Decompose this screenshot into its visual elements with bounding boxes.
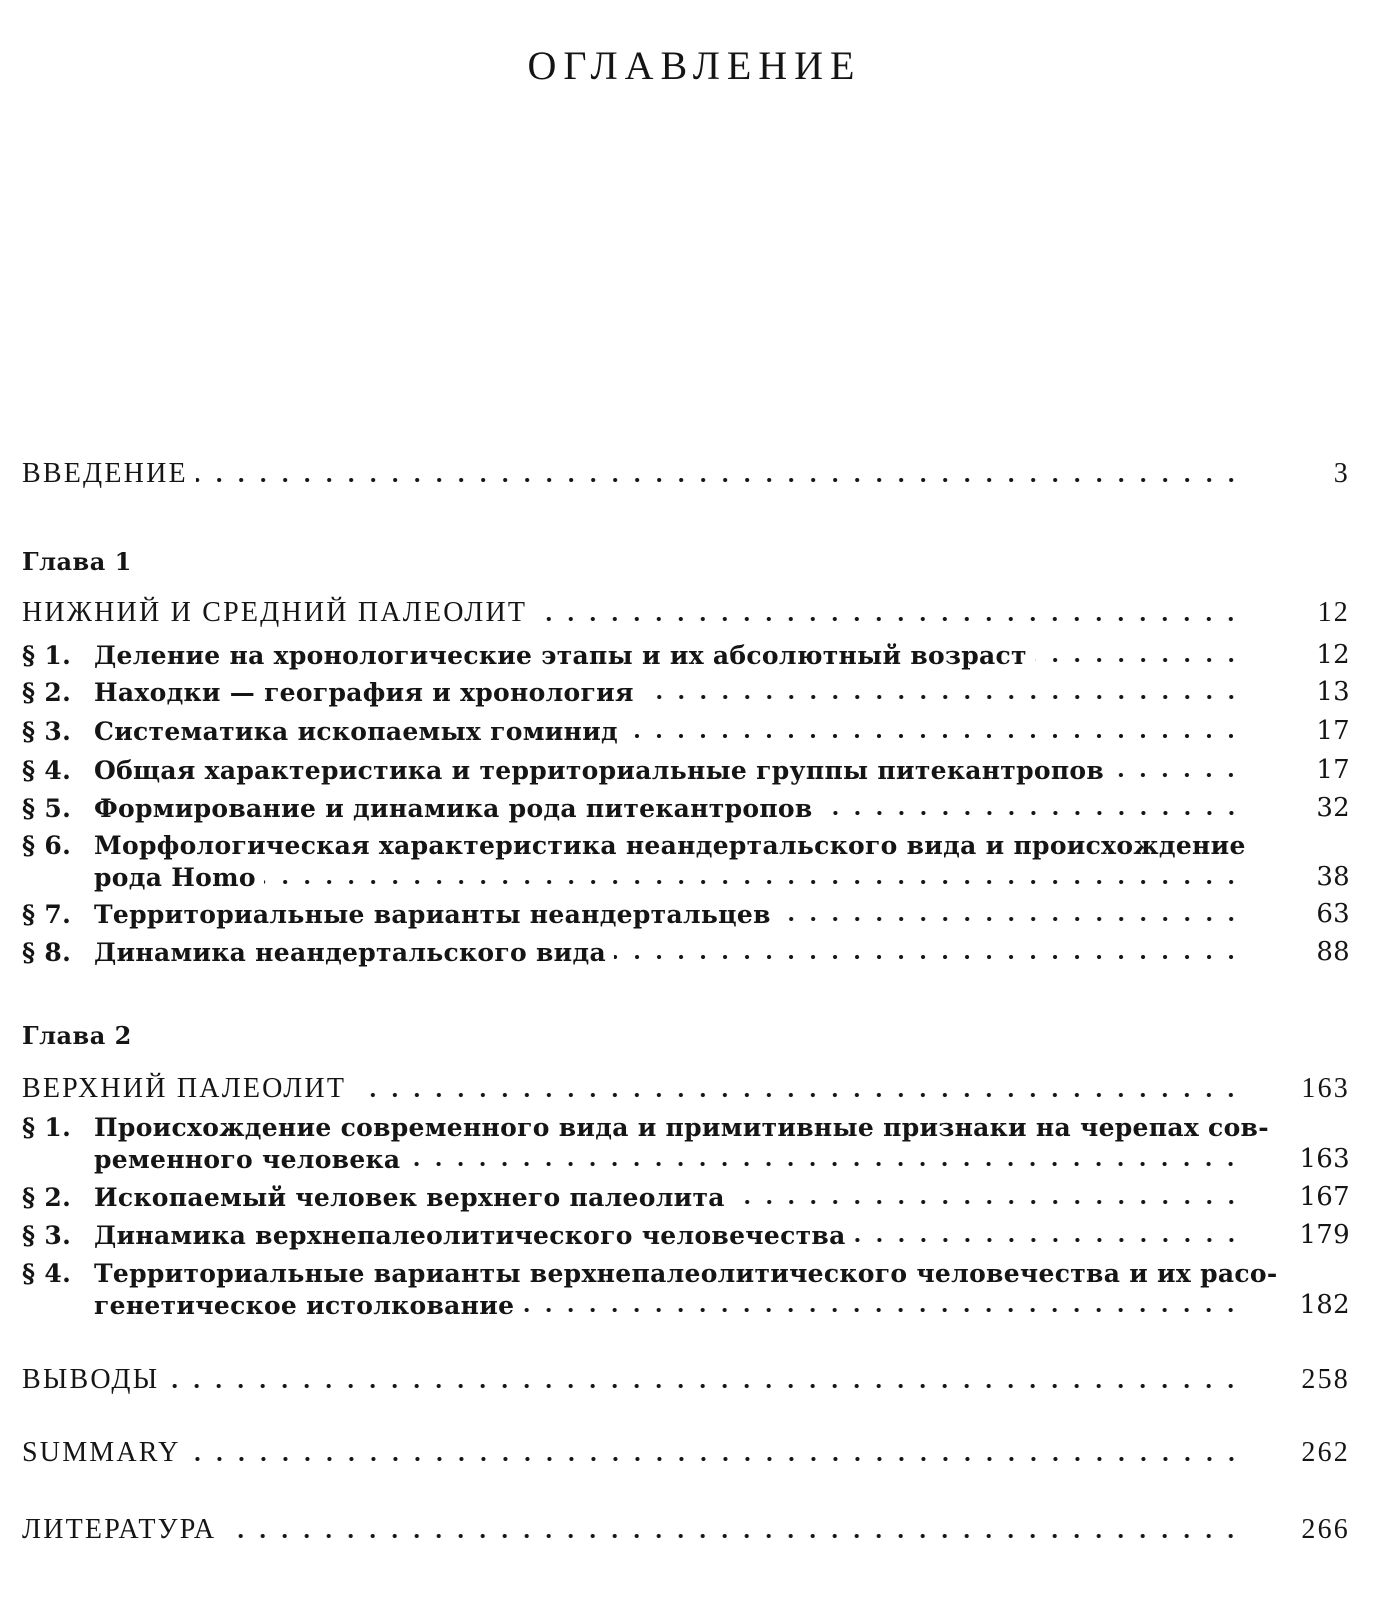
section-title: Находки — география и хронология <box>94 678 634 707</box>
page-number: 12 <box>1317 597 1350 628</box>
dot-leader <box>779 916 1242 922</box>
dot-leader <box>626 733 1242 739</box>
section-title: Деление на хронологические этапы и их абсолютный возраст <box>94 641 1027 670</box>
section-number: § 2. <box>22 1183 72 1212</box>
page-number: 163 <box>1299 1144 1350 1174</box>
page-number: 266 <box>1301 1514 1350 1545</box>
section-number: § 3. <box>22 717 72 746</box>
section-number: § 4. <box>22 1259 72 1288</box>
page-number: 88 <box>1316 937 1350 967</box>
page-title: ОГЛАВЛЕНИЕ <box>527 43 862 88</box>
section-title: Систематика ископаемых гоминид <box>94 717 619 746</box>
dot-leader <box>1112 772 1242 778</box>
section-title: Ископаемый человек верхнего палеолита <box>94 1183 725 1212</box>
section-number: § 4. <box>22 756 72 785</box>
section-title: Динамика верхнепалеолитического человечества <box>94 1221 846 1250</box>
page-number: 17 <box>1316 716 1350 746</box>
section-number: § 5. <box>22 794 72 823</box>
dot-leader <box>733 1199 1242 1205</box>
dot-leader <box>614 954 1242 960</box>
toc-entry-summary[interactable] <box>22 1437 1350 1469</box>
section-title: Территориальные варианты верхнепалеолитического человечества и их расо- <box>94 1259 1278 1288</box>
page-number: 63 <box>1316 899 1350 929</box>
entry-title: НИЖНИЙ И СРЕДНИЙ ПАЛЕОЛИТ <box>22 597 528 628</box>
dot-leader <box>196 477 1242 483</box>
page-number: 179 <box>1299 1220 1350 1250</box>
section-number: § 7. <box>22 900 72 929</box>
toc-section[interactable] <box>22 1220 1350 1250</box>
dot-leader <box>408 1161 1242 1167</box>
section-number: § 2. <box>22 678 72 707</box>
toc-section[interactable] <box>22 793 1350 823</box>
page-number: 3 <box>1333 458 1350 489</box>
section-number: § 6. <box>22 831 72 860</box>
section-title: Морфологическая характеристика неандертальского вида и происхождение <box>94 831 1246 860</box>
toc-section[interactable] <box>22 640 1350 670</box>
section-title: Динамика неандертальского вида <box>94 938 606 967</box>
toc-entry-intro[interactable] <box>22 458 1350 490</box>
page-number: 182 <box>1299 1290 1350 1320</box>
dot-leader <box>642 694 1242 700</box>
toc-section[interactable] <box>22 937 1350 967</box>
toc-entry-conclusions[interactable] <box>22 1364 1350 1396</box>
toc-section[interactable] <box>22 1182 1350 1212</box>
dot-leader <box>854 1237 1242 1243</box>
section-title: Происхождение современного вида и примитивные признаки на черепах сов- <box>94 1113 1269 1142</box>
dot-leader <box>167 1383 1242 1389</box>
section-number: § 8. <box>22 938 72 967</box>
dot-leader <box>522 1307 1242 1313</box>
section-title-continued: ременного человека <box>94 1145 401 1174</box>
chapter-heading[interactable] <box>22 1073 1350 1105</box>
page-number: 13 <box>1316 677 1350 707</box>
toc-section[interactable] <box>22 755 1350 785</box>
entry-title: ВЕРХНИЙ ПАЛЕОЛИТ <box>22 1073 347 1104</box>
section-title: Общая характеристика и территориальные группы питекантропов <box>94 756 1105 785</box>
dot-leader <box>354 1092 1242 1098</box>
dot-leader <box>189 1456 1242 1462</box>
entry-title: ВЫВОДЫ <box>22 1364 160 1395</box>
dot-leader <box>224 1533 1242 1539</box>
entry-title: ЛИТЕРАТУРА <box>22 1514 217 1545</box>
toc-section[interactable] <box>22 716 1350 746</box>
page-number: 167 <box>1299 1182 1350 1212</box>
section-number: § 1. <box>22 641 72 670</box>
chapter-heading[interactable] <box>22 597 1350 629</box>
dot-leader <box>264 879 1242 885</box>
section-title-continued: генетическое истолкование <box>94 1291 515 1320</box>
page-number: 17 <box>1316 755 1350 785</box>
page-number: 163 <box>1301 1073 1350 1104</box>
section-title: Формирование и динамика рода питекантропов <box>94 794 813 823</box>
chapter-label: Глава 1 <box>22 547 132 576</box>
dot-leader <box>821 810 1242 816</box>
toc-section[interactable] <box>22 899 1350 929</box>
section-number: § 1. <box>22 1113 72 1142</box>
section-title: Территориальные варианты неандертальцев <box>94 900 771 929</box>
chapter-label: Глава 2 <box>22 1021 132 1050</box>
dot-leader <box>535 616 1242 622</box>
toc-section[interactable] <box>22 677 1350 707</box>
page-number: 12 <box>1316 640 1350 670</box>
toc-section[interactable] <box>22 831 1350 892</box>
toc-entry-literature[interactable] <box>22 1514 1350 1546</box>
toc-section[interactable] <box>22 1259 1350 1320</box>
entry-title: SUMMARY <box>22 1437 181 1468</box>
page-number: 262 <box>1301 1437 1350 1468</box>
page-number: 38 <box>1316 862 1350 892</box>
page-number: 32 <box>1316 793 1350 823</box>
dot-leader <box>1035 657 1242 663</box>
toc-section[interactable] <box>22 1113 1350 1174</box>
entry-title: ВВЕДЕНИЕ <box>22 458 188 489</box>
page-number: 258 <box>1301 1364 1350 1395</box>
section-title-continued: рода Homo <box>94 863 256 892</box>
section-number: § 3. <box>22 1221 72 1250</box>
